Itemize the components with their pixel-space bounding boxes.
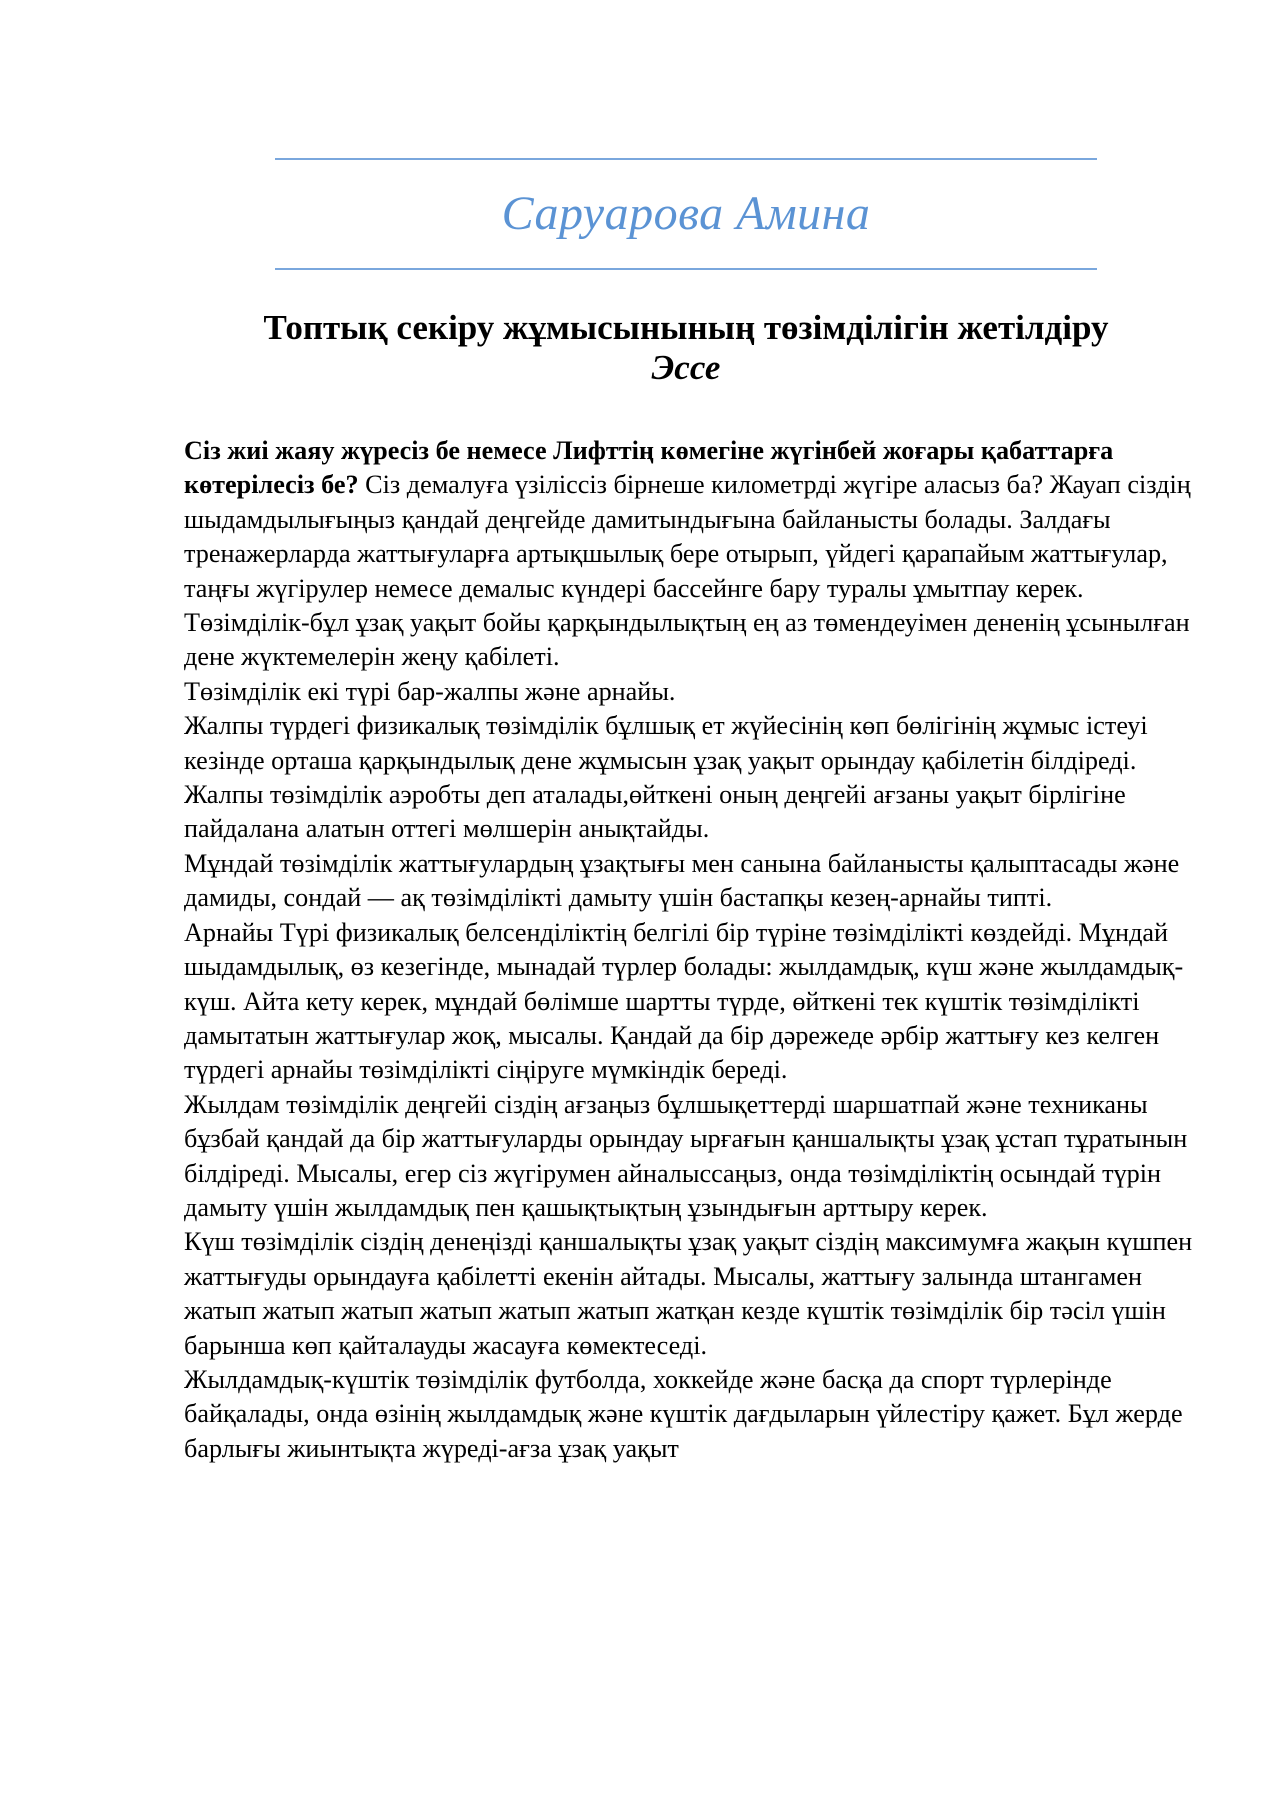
bottom-divider bbox=[275, 268, 1097, 270]
author-block bbox=[275, 158, 1097, 270]
intro-question: Сіз жиі жаяу жүресіз бе немесе Лифттің көмегіне жүгінбей жоғары қабаттарға көтерілесіз бе? bbox=[184, 436, 1114, 500]
paragraph: Күш төзімділік сіздің денеңізді қаншалықты ұзақ уақыт сіздің максимумға жақын күшпен жаттығуды орындауға қабілетті екенін айтады. Мысалы, жаттығу залында штангамен жатып жатып жатып жатып жатып жатып жатқан кезде күштік төзімділік бір тәсіл үшін барынша көп қайталауды жасауға көмектеседі. bbox=[184, 1227, 1193, 1360]
document-subtitle: Эссе bbox=[651, 348, 721, 387]
paragraph: Арнайы Түрі физикалық белсенділіктің белгілі бір түріне төзімділікті көздейді. Мұндай шыдамдылық, өз кезегінде, мынадай түрлер болады: жылдамдық, күш және жылдамдық-күш. Айта кету керек, мұндай бөлімше шартты түрде, өйткені тек күштік төзімділікті дамытатын жаттығулар жоқ, мысалы. Қандай да бір дәрежеде әрбір жаттығу кез келген түрдегі арнайы төзімділікті сіңіруге мүмкіндік береді. bbox=[184, 917, 1184, 1085]
paragraph: Төзімділік-бұл ұзақ уақыт бойы қарқындылықтың ең аз төмендеуімен дененің ұсынылған дене жүктемелерін жеңу қабілеті. bbox=[184, 608, 1190, 672]
document-title: Топтық секіру жұмысынының төзімділігін жетілдіру bbox=[263, 308, 1109, 347]
paragraph: Мұндай төзімділік жаттығулардың ұзақтығы мен санына байланысты қалыптасады және дамиды, сондай — ақ төзімділікті дамыту үшін бастапқы кезең-арнайы типті. bbox=[184, 848, 1180, 913]
intro-text: Сіз демалуға үзіліссіз бірнеше километрді жүгіре аласыз ба? Жауап сіздің шыдамдылығыңыз қандай деңгейде дамитындығына байланысты болады. Залдағы тренажерларда жаттығуларға артықшылық бере отырып, үйдегі қарапайым жаттығулар, таңғы жүгірулер немесе демалыс күндері бассейнге бару туралы ұмытпау керек. bbox=[184, 470, 1191, 603]
paragraph: Жылдамдық-күштік төзімділік футболда, хоккейде және басқа да спорт түрлерінде байқалады, онда өзінің жылдамдық және күштік дағдыларын үйлестіру қажет. Бұл жерде барлығы жиынтықта жүреді-ағза ұзақ уақыт bbox=[184, 1364, 1183, 1463]
author-name: Саруарова Амина bbox=[501, 187, 871, 240]
paragraph: Жылдам төзімділік деңгейі сіздің ағзаңыз бұлшықеттерді шаршатпай және техниканы бұзбай қандай да бір жаттығуларды орындау ырғағын қаншалықты ұзақ ұстап тұратынын білдіреді. Мысалы, егер сіз жүгірумен айналыссаңыз, онда төзімділіктің осындай түрін дамыту үшін жылдамдық пен қашықтықтың ұзындығын арттыру керек. bbox=[184, 1089, 1188, 1222]
intro-paragraph bbox=[184, 434, 1194, 606]
document-body bbox=[184, 434, 1194, 1466]
document-heading bbox=[184, 308, 1188, 388]
paragraph: Жалпы түрдегі физикалық төзімділік бұлшық ет жүйесінің көп бөлігінің жұмыс істеуі кезінде орташа қарқындылық дене жұмысын ұзақ уақыт орындау қабілетін білдіреді. Жалпы төзімділік аэробты деп аталады,өйткені оның деңгейі ағзаны уақыт бірлігіне пайдалана алатын оттегі мөлшерін анықтайды. bbox=[184, 711, 1148, 844]
paragraph: Төзімділік екі түрі бар-жалпы және арнайы. bbox=[184, 676, 676, 706]
